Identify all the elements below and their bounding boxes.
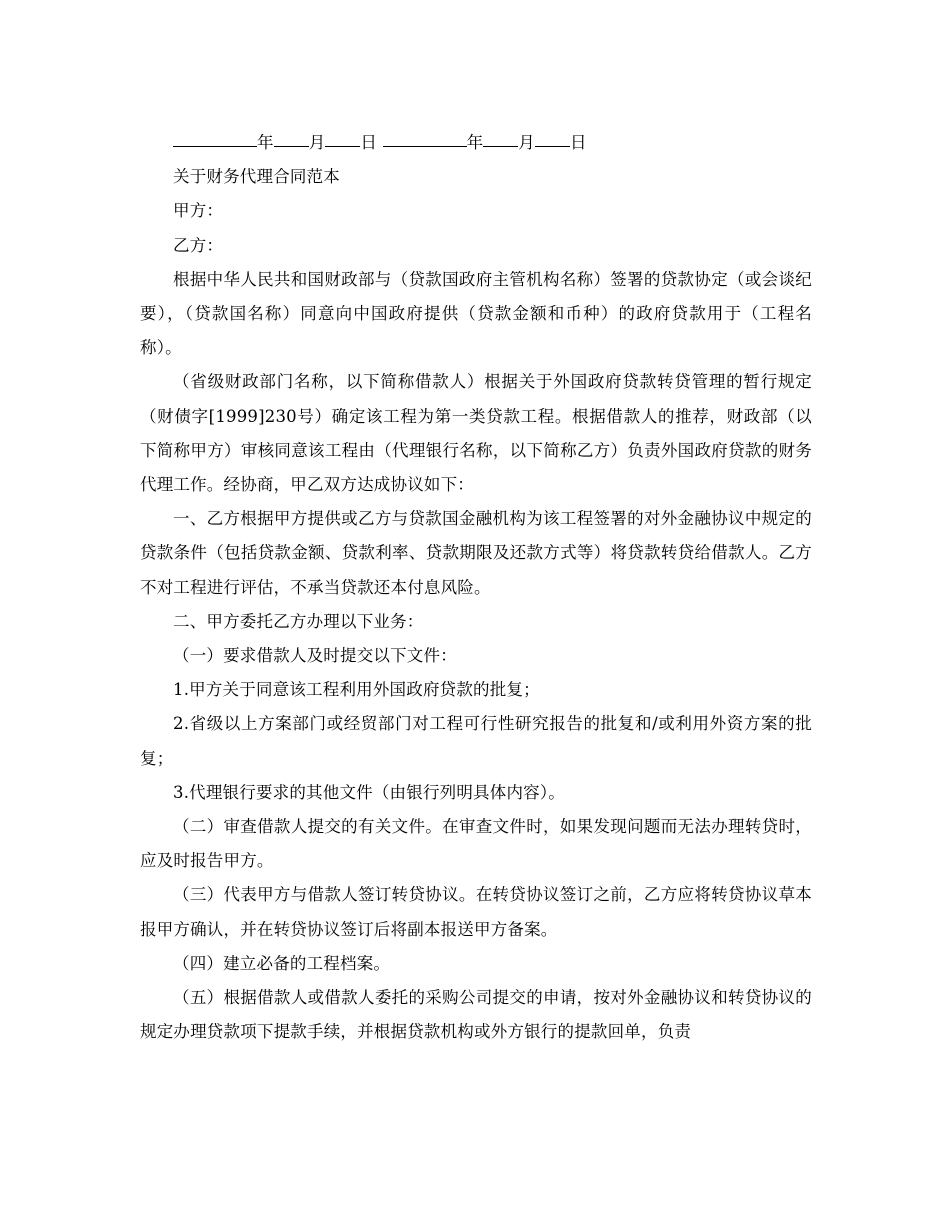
day-label-1: 日 bbox=[360, 133, 378, 152]
paragraph-item-3: （三）代表甲方与借款人签订转贷协议。在转贷协议签订之前，乙方应将转贷协议草本报甲方确认，并在转贷协议签订后将副本报送甲方备案。 bbox=[140, 885, 812, 939]
document-page bbox=[140, 126, 812, 1049]
paragraph-preamble: 根据中华人民共和国财政部与（贷款国政府主管机构名称）签署的贷款协定（或会谈纪要），（贷款国名称）同意向中国政府提供（贷款金额和币种）的政府贷款用于（工程名称）。 bbox=[140, 269, 812, 358]
paragraph-doc-1: 1.甲方关于同意该工程利用外国政府贷款的批复； bbox=[173, 680, 540, 700]
year-label-1: 年 bbox=[257, 133, 274, 152]
paragraph-doc-2: 2.省级以上方案部门或经贸部门对工程可行性研究报告的批复和/或利用外资方案的批复； bbox=[140, 714, 812, 768]
year-label-2: 年 bbox=[466, 133, 484, 152]
blank-year-1 bbox=[173, 145, 257, 147]
party-a-label: 甲方： bbox=[173, 201, 224, 221]
paragraph-item-2: （二）审查借款人提交的有关文件。在审查文件时，如果发现问题而无法办理转贷时，应及时报告甲方。 bbox=[140, 817, 812, 871]
paragraph-item-1: （一）要求借款人及时提交以下文件： bbox=[173, 646, 457, 666]
paragraph-background: （省级财政部门名称，以下简称借款人）根据关于外国政府贷款转贷管理的暂行规定（财债字[1999]230号）确定该工程为第一类贷款工程。根据借款人的推荐，财政部（以下简称甲方）审核同意该工程由（代理银行名称，以下简称乙方）负责外国政府贷款的财务代理工作。经协商，甲乙双方达成协议如下： bbox=[140, 372, 812, 495]
paragraph-item-4: （四）建立必备的工程档案。 bbox=[173, 953, 391, 973]
blank-month-2 bbox=[483, 145, 518, 147]
paragraph-doc-3: 3.代理银行要求的其他文件（由银行列明具体内容）。 bbox=[173, 782, 565, 802]
blank-day-2 bbox=[535, 145, 570, 147]
party-b-label: 乙方： bbox=[173, 235, 224, 255]
blank-month-1 bbox=[274, 145, 309, 147]
paragraph-item-5: （五）根据借款人或借款人委托的采购公司提交的申请，按对外金融协议和转贷协议的规定办理贷款项下提款手续，并根据贷款机构或外方银行的提款回单，负责 bbox=[140, 988, 812, 1042]
document-title: 关于财务代理合同范本 bbox=[173, 167, 340, 187]
month-label-2: 月 bbox=[518, 133, 535, 152]
month-label-1: 月 bbox=[308, 133, 326, 152]
blank-day-1 bbox=[325, 145, 360, 147]
date-line bbox=[140, 126, 812, 160]
paragraph-clause-2: 二、甲方委托乙方办理以下业务： bbox=[173, 611, 424, 631]
blank-year-2 bbox=[383, 145, 467, 147]
paragraph-clause-1: 一、乙方根据甲方提供或乙方与贷款国金融机构为该工程签署的对外金融协议中规定的贷款条件（包括贷款金额、贷款利率、贷款期限及还款方式等）将贷款转贷给借款人。乙方不对工程进行评估，不承当贷款还本付息风险。 bbox=[140, 509, 812, 597]
day-label-2: 日 bbox=[569, 133, 587, 152]
